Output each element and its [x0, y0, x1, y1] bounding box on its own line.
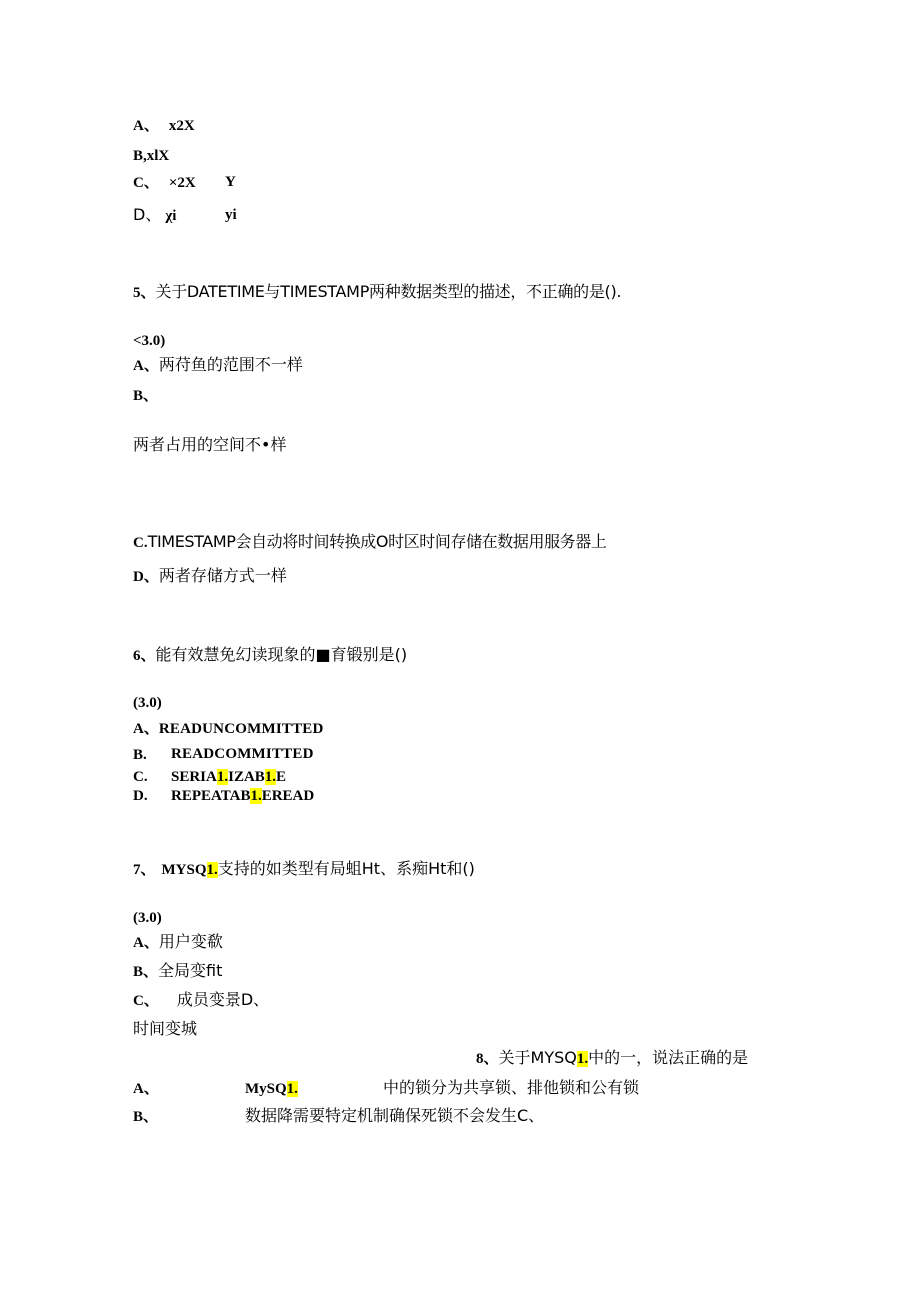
- q6-score: [133, 692, 162, 713]
- option-label: A、: [133, 935, 159, 951]
- score: (3.0): [133, 910, 162, 926]
- option-text: 两者存储方式一样: [158, 566, 287, 585]
- q5-option-b-text: [133, 435, 286, 455]
- question-number: 7、: [133, 862, 156, 878]
- highlight-mark: 1.: [206, 862, 218, 878]
- option-text: 两苻鱼的范围不一样: [158, 355, 303, 374]
- q7-option-c: [133, 990, 269, 1011]
- option-label: C、: [133, 993, 159, 1009]
- option-label: B、: [133, 964, 159, 980]
- option-text: READCOMMITTED: [171, 746, 314, 762]
- option-label: C、: [133, 175, 159, 191]
- option-text-2: yi: [225, 207, 237, 223]
- option-label: D、: [133, 569, 159, 585]
- q7-score: [133, 907, 162, 928]
- highlight-mark: 1.: [264, 769, 277, 785]
- option-text: 成员变景D、: [176, 990, 270, 1009]
- score: (3.0): [133, 695, 162, 711]
- q4-option-d: [133, 205, 433, 226]
- question-text: 关于DATETIME与TIMESTAMP两种数据类型的描述，不正确的是().: [155, 282, 622, 301]
- option-text: 两者占用的空间不•样: [133, 435, 287, 454]
- question-text: 能有效慧免幻读现象的■育锻别是(): [155, 645, 408, 664]
- q6-option-d: [133, 785, 433, 806]
- option-text: 数据降需要特定机制确保死锁不会发生C、: [245, 1106, 545, 1125]
- option-label: A、: [133, 118, 159, 134]
- q5-option-a: [133, 355, 303, 376]
- q7-option-a: [133, 932, 223, 953]
- option-text: B,xlX: [133, 148, 170, 164]
- option-label: B.: [133, 747, 147, 763]
- q5-question: [133, 282, 621, 303]
- highlight-mark: 1.: [216, 769, 229, 785]
- option-text: 中的锁分为共享锁、排他锁和公有锁: [383, 1078, 640, 1097]
- question-number: 5、: [133, 285, 156, 301]
- highlight-mark: 1.: [286, 1081, 298, 1097]
- q6-option-a: [133, 718, 324, 739]
- option-text-prefix: [245, 1078, 298, 1099]
- option-text-2: Y: [225, 174, 236, 190]
- question-text: 中的一，说法正确的是: [588, 1048, 749, 1067]
- option-text: TIMESTAMP会自动将时间转换成O时区时间存储在数据用服务器上: [147, 532, 607, 551]
- text-part: 关于MYSQ: [498, 1048, 577, 1067]
- q5-option-c: [133, 532, 606, 553]
- q8-option-b: [133, 1106, 693, 1127]
- option-text: 用户变欷: [158, 932, 223, 951]
- text-part: IZAB: [228, 769, 265, 785]
- option-label: A、: [133, 358, 159, 374]
- q7-option-d-text: [133, 1019, 197, 1039]
- q5-option-b: [133, 385, 158, 406]
- option-label: B、: [133, 1109, 159, 1125]
- question-number: 6、: [133, 648, 156, 664]
- highlight-mark: 1.: [576, 1051, 589, 1067]
- q6-option-c: [133, 766, 433, 787]
- question-number: 8、: [476, 1051, 499, 1067]
- option-label: A、: [133, 721, 159, 737]
- q4-option-b: [133, 145, 169, 166]
- text-part: E: [276, 769, 287, 785]
- option-label: C.: [133, 535, 148, 551]
- q7-option-b: [133, 961, 222, 982]
- option-text: ×2X: [168, 175, 196, 191]
- option-label: C.: [133, 769, 148, 785]
- q8-option-a: [133, 1078, 693, 1099]
- q5-score: [133, 330, 165, 351]
- option-text: x2X: [168, 118, 195, 134]
- q6-question: [133, 645, 407, 666]
- q6-option-b: [133, 744, 433, 765]
- question-text: 支持的如类型有局蛆Ht、系痴Ht和(): [217, 859, 475, 878]
- option-text: χi: [165, 208, 177, 224]
- option-text: 全局变fit: [158, 961, 223, 980]
- q4-option-c: [133, 172, 433, 193]
- option-label: A、: [133, 1081, 159, 1097]
- text-part: EREAD: [261, 788, 315, 804]
- q4-option-a: [133, 115, 195, 136]
- text-part: REPEATAB: [171, 788, 251, 804]
- option-label: B、: [133, 388, 159, 404]
- text-part: SERIA: [171, 769, 217, 785]
- highlight-mark: 1.: [250, 788, 262, 804]
- option-label: D、: [133, 205, 162, 224]
- option-text: READUNCOMMITTED: [158, 721, 324, 737]
- q8-question: [476, 1048, 748, 1069]
- text-part: MYSQ: [161, 862, 207, 878]
- q7-question: [133, 859, 475, 880]
- option-text: [171, 785, 314, 806]
- option-label: D.: [133, 788, 148, 804]
- score: <3.0): [133, 333, 166, 349]
- q5-option-d: [133, 566, 287, 587]
- option-text: 时间变城: [133, 1019, 198, 1038]
- option-text: [171, 766, 286, 787]
- text-part: MySQ: [245, 1081, 287, 1097]
